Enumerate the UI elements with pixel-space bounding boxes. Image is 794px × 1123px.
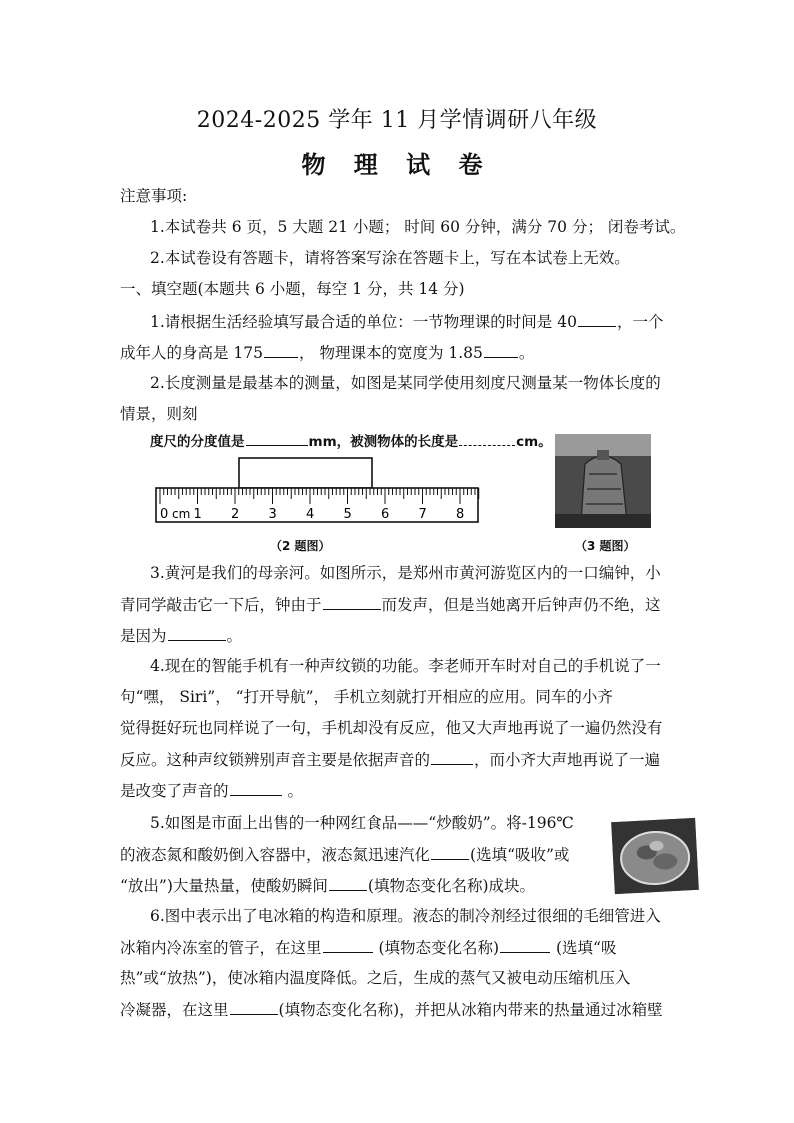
exam-title: 2024-2025 学年 11 月学情调研八年级 — [196, 108, 598, 133]
q3-blank-2 — [168, 625, 226, 641]
q5-line-1: 5.如图是市面上出售的一种网红食品——“炒酸奶”。将-196℃ — [150, 814, 574, 832]
q2-figure-text: 度尺的分度值是 mm，被测物体的长度是 cm。 — [150, 434, 552, 450]
ruler-number: 8 — [456, 507, 465, 522]
q3-blank-1 — [323, 594, 381, 610]
ruler-number: 3 — [268, 507, 277, 522]
ruler-number: 1 — [193, 507, 202, 522]
exam-subtitle: 物 理 试 卷 — [301, 150, 493, 179]
q6-blank-1 — [323, 937, 373, 953]
q2-figure — [150, 428, 552, 553]
q1-blank-1 — [578, 311, 616, 327]
q1-blank-2 — [264, 342, 298, 358]
ruler-number: 7 — [418, 507, 427, 522]
q2-blank-1 — [246, 433, 308, 446]
notice-heading: 注意事项: — [120, 187, 188, 205]
q2-line-1: 2.长度测量是最基本的测量，如图是某同学使用刻度尺测量某一物体长度的 — [150, 374, 661, 392]
bell-image — [555, 434, 651, 528]
ruler-number: 0 — [160, 507, 169, 522]
ruler-unit: cm — [172, 507, 191, 521]
measured-object — [239, 458, 372, 488]
q3-line-3: 是因为 。 — [120, 627, 243, 645]
bell-photo — [555, 434, 651, 528]
q6-line-2: 冰箱内冷冻室的管子，在这里 (填物态变化名称) (选填“吸 — [120, 939, 617, 957]
ruler-number: 4 — [306, 507, 315, 522]
q1-blank-3 — [484, 342, 518, 358]
q1-line-1: 1.请根据生活经验填写最合适的单位：一节物理课的时间是 40 ，一个 — [150, 313, 664, 331]
yogurt-photo — [611, 818, 699, 894]
q6-blank-3 — [230, 999, 278, 1015]
q3-line-2: 青同学敲击它一下后，钟由于 而发声，但是当她离开后钟声仍不绝，这 — [120, 596, 661, 614]
q2-line-2: 情景，则刻 — [120, 405, 198, 423]
q5-blank-2 — [329, 875, 367, 891]
notice-item-2: 2.本试卷设有答题卡，请将答案写涂在答题卡上，写在本试卷上无效。 — [150, 249, 630, 267]
yogurt-image — [611, 818, 699, 894]
ruler-number: 2 — [231, 507, 240, 522]
q6-blank-2 — [500, 937, 550, 953]
q5-line-2: 的液态氮和酸奶倒入容器中，液态氮迅速汽化 (选填“吸收”或 — [120, 846, 570, 864]
q4-line-1: 4.现在的智能手机有一种声纹锁的功能。李老师开车时对自己的手机说了一 — [150, 657, 661, 675]
q3-line-1: 3.黄河是我们的母亲河。如图所示，是郑州市黄河游览区内的一口编钟，小 — [150, 564, 661, 582]
q4-blank-1 — [431, 749, 473, 765]
q6-line-4: 冷凝器，在这里 (填物态变化名称)，并把从冰箱内带来的热量通过冰箱壁 — [120, 1001, 663, 1019]
section-1-heading: 一、填空题(本题共 6 小题，每空 1 分，共 14 分) — [120, 280, 465, 298]
ruler-number: 5 — [343, 507, 352, 522]
notice-item-1: 1.本试卷共 6 页，5 大题 21 小题； 时间 60 分钟，满分 70 分； 闭卷考试。 — [150, 218, 686, 236]
q4-line-5: 是改变了声音的 。 — [120, 782, 303, 800]
ruler-number: 6 — [381, 507, 390, 522]
q1-line-2: 成年人的身高是 175 ， 物理课本的宽度为 1.85 。 — [120, 344, 535, 362]
q2-blank-2 — [459, 433, 515, 446]
q4-line-4: 反应。这种声纹锁辨别声音主要是依据声音的 ，而小齐大声地再说了一遍 — [120, 751, 661, 769]
q6-line-1: 6.图中表示出了电冰箱的构造和原理。液态的制冷剂经过很细的毛细管进入 — [150, 907, 661, 925]
q6-line-3: 热”或“放热”)，使冰箱内温度降低。之后，生成的蒸气又被电动压缩机压入 — [120, 969, 631, 987]
q2-caption: （2 题图） — [270, 539, 331, 553]
q3-caption: （3 题图） — [575, 539, 636, 553]
q5-line-3: “放出”)大量热量，使酸奶瞬间 (填物态变化名称)成块。 — [120, 877, 536, 895]
q4-line-2: 句“嘿， Siri”， “打开导航”， 手机立刻就打开相应的应用。同车的小齐 — [120, 688, 613, 706]
q4-blank-2 — [230, 780, 282, 796]
q5-blank-1 — [431, 844, 469, 860]
q4-line-3: 觉得挺好玩也同样说了一句，手机却没有反应，他又大声地再说了一遍仍然没有 — [120, 719, 663, 737]
